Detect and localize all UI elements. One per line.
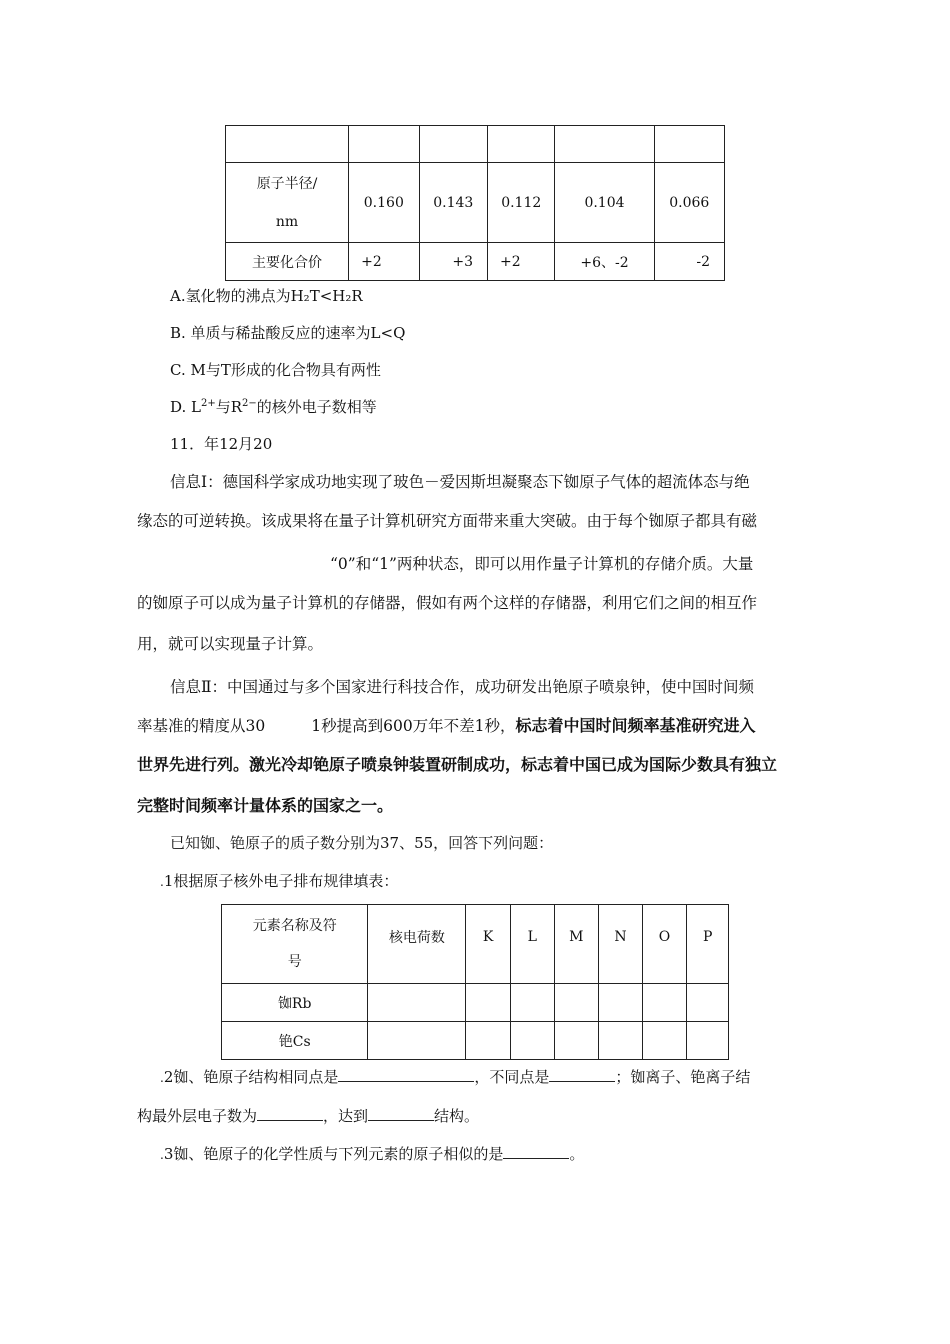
- option-d: D. $L^{2+}$与$R^{2-}$的核外电子数相等: [170, 398, 377, 416]
- table-row: [226, 163, 725, 243]
- part-1: .1根据原子核外电子排布规律填表：: [160, 872, 399, 890]
- table-row: [222, 1022, 729, 1060]
- known-info: 已知铷、铯原子的质子数分别为37、55，回答下列问题：: [170, 834, 554, 852]
- radius-label-line1: 原子半径/: [256, 175, 318, 192]
- valence-value: +6、-2: [555, 243, 654, 281]
- header-shell: K: [466, 905, 511, 984]
- radius-value: 0.112: [488, 163, 555, 243]
- header-nuclear-charge: 核电荷数: [368, 905, 466, 984]
- answer-blank[interactable]: [549, 1067, 615, 1082]
- table-header-row: [222, 905, 729, 984]
- radius-value: 0.066: [654, 163, 724, 243]
- option-b: B. 单质与稀盐酸反应的速率为L<Q: [170, 324, 406, 342]
- option-a: A.氢化物的沸点为H₂T<H₂R: [170, 287, 363, 305]
- valence-value: +2: [488, 243, 555, 281]
- info2-line3: 世界先进行列。激光冷却铯原子喷泉钟装置研制成功，标志着中国已成为国际少数具有独立: [137, 755, 778, 774]
- question-11-header: 11．年12月20: [170, 435, 273, 453]
- part-2-line1: .2铷、铯原子结构相同点是 ，不同点是 ；铷离子、铯离子结: [160, 1068, 751, 1086]
- table-row: [226, 243, 725, 281]
- part-3: .3铷、铯原子的化学性质与下列元素的原子相似的是 。: [160, 1145, 585, 1163]
- header-shell: M: [554, 905, 599, 984]
- answer-blank[interactable]: [368, 1106, 434, 1121]
- header-shell: P: [687, 905, 729, 984]
- info2-line1: 信息Ⅱ：中国通过与多个国家进行科技合作，成功研发出铯原子喷泉钟，使中国时间频: [170, 678, 755, 696]
- element-rb: 铷Rb: [222, 984, 368, 1022]
- answer-blank[interactable]: [338, 1067, 474, 1082]
- valence-label: 主要化合价: [226, 243, 349, 281]
- electron-config-table: [221, 904, 729, 1060]
- table-row: [222, 984, 729, 1022]
- option-c: C. M与T形成的化合物具有两性: [170, 361, 381, 379]
- header-shell: L: [510, 905, 554, 984]
- info2-line2: 率基准的精度从30 1秒提高到600万年不差1秒，标志着中国时间频率基准研究进入: [137, 716, 756, 735]
- header-shell: O: [642, 905, 687, 984]
- radius-label-line2: nm: [275, 213, 299, 230]
- radius-value: 0.143: [419, 163, 487, 243]
- table-row: [226, 126, 725, 163]
- radius-label-cell: [226, 163, 349, 243]
- info1-line3: “0”和“1”两种状态，即可以用作量子计算机的存储介质。大量: [330, 555, 754, 573]
- header-element-name: 元素名称及符 号: [222, 905, 368, 984]
- info1-line1: 信息Ⅰ：德国科学家成功地实现了玻色－爱因斯坦凝聚态下铷原子气体的超流体态与绝: [170, 473, 750, 491]
- element-data-table: [225, 125, 725, 281]
- answer-blank[interactable]: [257, 1106, 323, 1121]
- radius-value: 0.104: [555, 163, 654, 243]
- info2-line4: 完整时间频率计量体系的国家之一。: [137, 796, 394, 815]
- valence-value: +3: [419, 243, 487, 281]
- info1-line5: 用，就可以实现量子计算。: [137, 635, 324, 653]
- valence-value: +2: [349, 243, 419, 281]
- radius-value: 0.160: [349, 163, 419, 243]
- answer-blank[interactable]: [503, 1144, 569, 1159]
- valence-value: -2: [654, 243, 724, 281]
- info1-line2: 缘态的可逆转换。该成果将在量子计算机研究方面带来重大突破。由于每个铷原子都具有磁: [137, 512, 758, 530]
- part-2-line2: 构最外层电子数为 ，达到 结构。: [137, 1107, 480, 1125]
- element-cs: 铯Cs: [222, 1022, 368, 1060]
- header-shell: N: [599, 905, 643, 984]
- info1-line4: 的铷原子可以成为量子计算机的存储器，假如有两个这样的存储器，利用它们之间的相互作: [137, 594, 758, 612]
